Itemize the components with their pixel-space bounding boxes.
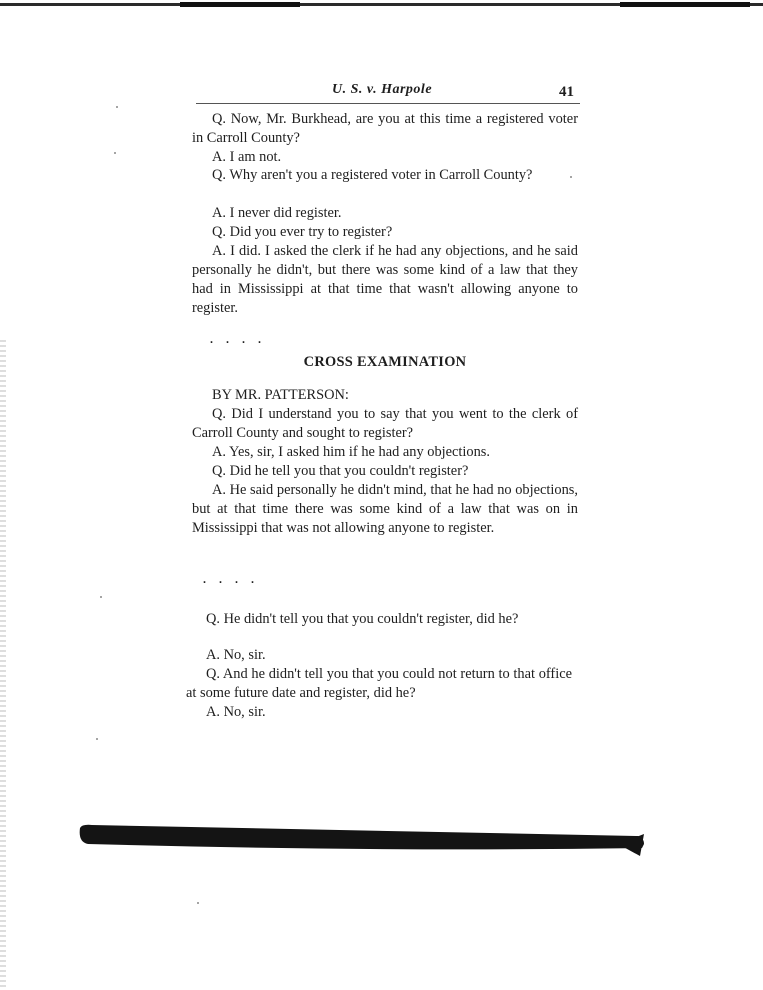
cross-a2: A. He said personally he didn't mind, that he had no objections, but at that time there was some kind of a law that was on in Mississippi that was not allowing anyone to register. xyxy=(192,482,578,536)
direct-q2: Q. Why aren't you a registered voter in Carroll County? xyxy=(212,167,533,183)
cross-q2: Q. Did he tell you that you couldn't register? xyxy=(212,463,469,479)
cross-q3: Q. He didn't tell you that you couldn't register, did he? xyxy=(206,611,519,627)
bottom-rule xyxy=(78,822,646,860)
scan-speck xyxy=(116,106,118,108)
scan-speck xyxy=(100,596,102,598)
header-rule xyxy=(196,103,580,104)
direct-a3: A. I did. I asked the clerk if he had any objections, and he said personally he didn't, but there was some kind of a law that they had in Mississippi at that time that wasn't allowing anyone to register. xyxy=(192,243,578,316)
scan-speck xyxy=(114,152,116,154)
top-border-rule xyxy=(0,2,763,8)
cross-a1: A. Yes, sir, I asked him if he had any objections. xyxy=(212,444,491,460)
direct-a1: A. I am not. xyxy=(212,149,282,165)
scan-left-edge xyxy=(0,340,6,990)
direct-q1: Q. Now, Mr. Burkhead, are you at this time a registered voter in Carroll County? xyxy=(192,111,578,146)
scan-speck xyxy=(96,738,98,740)
page-number: 41 xyxy=(559,84,574,100)
cross-a4: A. No, sir. xyxy=(206,704,266,720)
examiner-line: BY MR. PATTERSON: xyxy=(212,387,349,403)
page-header xyxy=(196,80,580,102)
cross-q1: Q. Did I understand you to say that you went to the clerk of Carroll County and sought to register? xyxy=(192,406,578,441)
direct-a2: A. I never did register. xyxy=(212,205,342,221)
cross-q4: Q. And he didn't tell you that you could not return to that office at some future date and register, did he? xyxy=(186,666,572,701)
scan-speck xyxy=(197,902,199,904)
cross-a3: A. No, sir. xyxy=(206,647,266,663)
section-heading: CROSS EXAMINATION xyxy=(303,354,467,370)
omission-ellipsis-2: . . . . xyxy=(203,572,259,586)
running-title: U. S. v. Harpole xyxy=(332,82,433,97)
direct-q3: Q. Did you ever try to register? xyxy=(212,224,393,240)
omission-ellipsis-1: . . . . xyxy=(210,332,266,346)
scan-speck xyxy=(570,176,572,178)
